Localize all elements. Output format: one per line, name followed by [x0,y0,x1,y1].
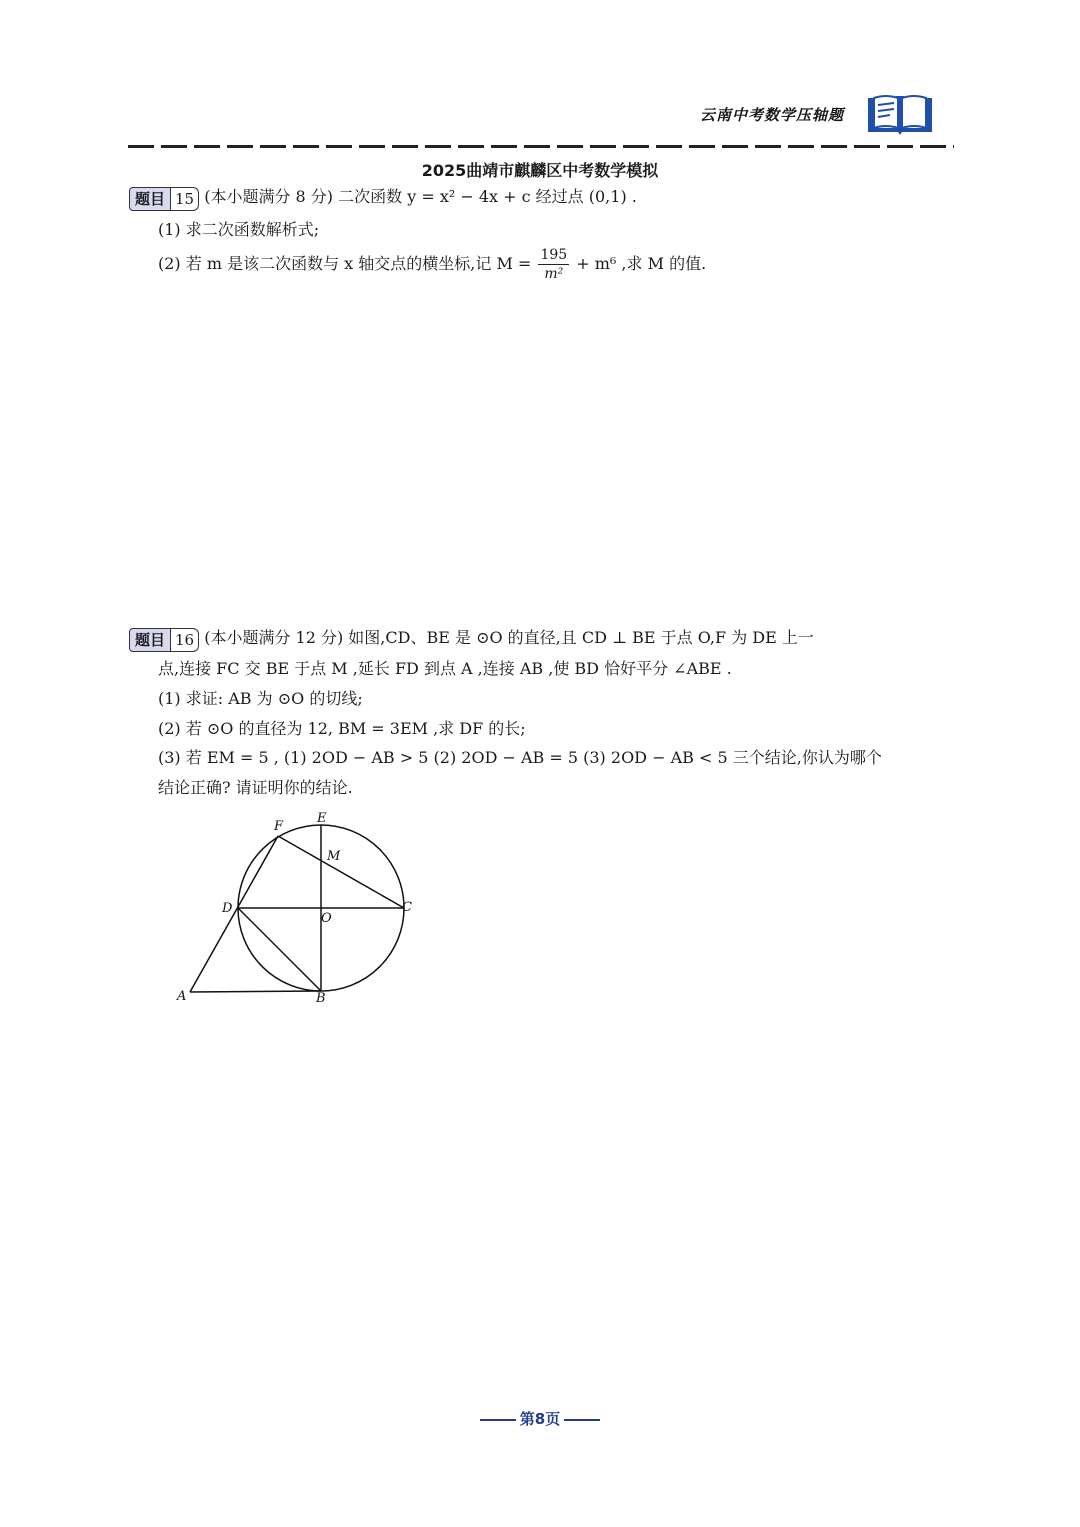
label-o: O [321,911,332,926]
q15-stem: (本小题满分 8 分) 二次函数 y = x² − 4x + c 经过点 (0,1) . [204,187,637,206]
q16-part1: (1) 求证: AB 为 ⊙O 的切线; [158,689,363,708]
q16-stem: (本小题满分 12 分) 如图,CD、BE 是 ⊙O 的直径,且 CD ⊥ BE 于点 O,F 为 DE 上一 [204,628,814,647]
q15-frac-denominator: m² [544,266,564,282]
q16-part2: (2) 若 ⊙O 的直径为 12, BM = 3EM ,求 DF 的长; [158,719,526,738]
geometry-figure [170,808,430,1008]
label-m: M [327,849,341,864]
paper-title: 2025曲靖市麒麟区中考数学模拟 [421,161,659,180]
q15-frac-numerator: 195 [540,247,568,263]
q16-line1 [129,625,814,650]
label-a: A [177,989,187,1004]
q15-part2 [158,246,706,283]
q15-number: 15 [171,187,199,211]
footer-rule-left [480,1419,516,1421]
page-number: 第8页 [519,1410,561,1428]
page-footer [0,1408,1080,1429]
label-f: F [274,819,284,834]
segment-db [238,908,321,991]
q15-part1: (1) 求二次函数解析式; [158,220,320,239]
q16-line2: 点,连接 FC 交 BE 于点 M ,延长 FD 到点 A ,连接 AB ,使 BD 恰好平分 ∠ABE . [158,659,732,678]
label-b: B [316,991,326,1006]
label-c: C [402,900,412,915]
header-divider [128,145,954,148]
q16-part3: (3) 若 EM = 5 , (1) 2OD − AB > 5 (2) 2OD − AB = 5 (3) 2OD − AB < 5 三个结论,你认为哪个 [158,748,882,767]
q15-part2-before: (2) 若 m 是该二次函数与 x 轴交点的横坐标,记 M = [158,254,532,273]
q15-line1 [129,184,637,209]
q16-badge-label: 题目 [129,628,171,652]
label-d: D [222,901,233,916]
q16-part3-cont: 结论正确? 请证明你的结论. [158,778,353,797]
q16-number: 16 [171,628,199,652]
q15-fraction [538,246,569,283]
segment-fc [278,836,404,908]
book-icon [864,92,936,136]
q15-badge [129,187,199,209]
segment-ab [190,991,321,992]
q15-badge-label: 题目 [129,187,171,211]
footer-rule-right [564,1419,600,1421]
q16-badge [129,628,199,650]
header-series-title: 云南中考数学压轴题 [699,106,844,124]
q15-part2-after: + m⁶ ,求 M 的值. [576,254,707,273]
label-e: E [317,811,327,826]
